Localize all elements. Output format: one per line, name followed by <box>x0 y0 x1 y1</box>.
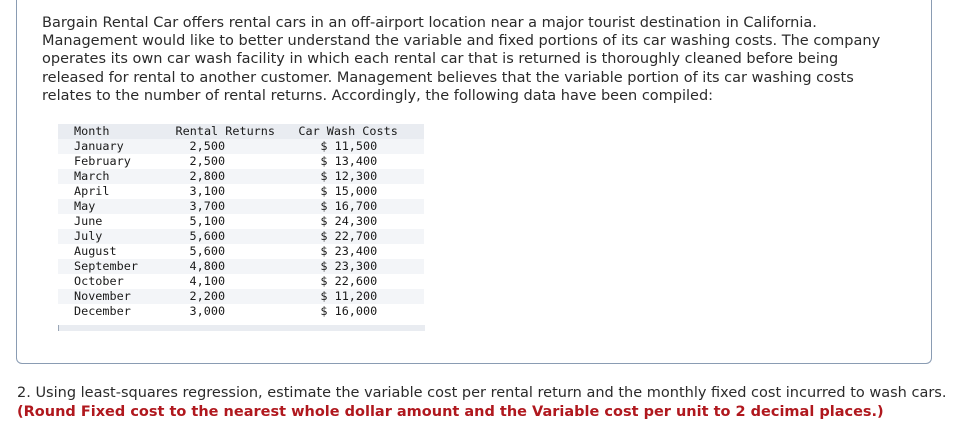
cell-month: November <box>74 289 131 303</box>
cell-car-wash-costs: $ 11,200 <box>320 289 378 303</box>
table-row <box>58 259 424 274</box>
table-header-row <box>58 124 424 139</box>
table-row <box>58 199 424 214</box>
cell-car-wash-costs: $ 13,400 <box>320 154 378 168</box>
cell-rental-returns: 5,600 <box>189 244 226 258</box>
cell-rental-returns: 3,100 <box>189 184 226 198</box>
cell-car-wash-costs: $ 22,700 <box>320 229 378 243</box>
cell-rental-returns: 3,000 <box>189 304 226 318</box>
table-row <box>58 139 424 154</box>
cell-car-wash-costs: $ 23,300 <box>320 259 378 273</box>
cell-car-wash-costs: $ 24,300 <box>320 214 378 228</box>
table-row <box>58 184 424 199</box>
cell-month: October <box>74 274 124 288</box>
table-row <box>58 169 424 184</box>
cell-rental-returns: 2,500 <box>189 139 226 153</box>
cell-month: December <box>74 304 131 318</box>
cell-rental-returns: 2,800 <box>189 169 226 183</box>
rounding-instruction: (Round Fixed cost to the nearest whole dollar amount and the Variable cost per unit to 2 decimal places.) <box>17 404 884 420</box>
table-row <box>58 274 424 289</box>
header-month: Month <box>74 124 110 138</box>
cell-month: June <box>74 214 103 228</box>
cell-month: May <box>74 199 96 213</box>
table-row <box>58 289 424 304</box>
cell-month: March <box>74 169 110 183</box>
cell-car-wash-costs: $ 22,600 <box>320 274 378 288</box>
cell-rental-returns: 5,100 <box>189 214 226 228</box>
cell-month: July <box>74 229 103 243</box>
cell-month: April <box>74 184 110 198</box>
cell-rental-returns: 5,600 <box>189 229 226 243</box>
table-row <box>58 214 424 229</box>
cell-rental-returns: 4,100 <box>189 274 226 288</box>
cell-rental-returns: 3,700 <box>189 199 226 213</box>
cell-car-wash-costs: $ 11,500 <box>320 139 378 153</box>
cell-rental-returns: 2,200 <box>189 289 226 303</box>
table-row <box>58 154 424 169</box>
table-row <box>58 244 424 259</box>
cell-car-wash-costs: $ 12,300 <box>320 169 378 183</box>
cell-month: September <box>74 259 138 273</box>
problem-intro: Bargain Rental Car offers rental cars in an off-airport location near a major tourist destination in California. Management would like to better understand the variable and fixed portions of its car washing costs. The company operates its own car wash facility in which each rental car that is returned is thoroughly cleaned before being released for rental to another customer. Management believes that the variable portion of its car washing costs relates to the number of rental returns. Accordingly, the following data have been compiled: <box>42 15 881 104</box>
cell-rental-returns: 4,800 <box>189 259 226 273</box>
header-rental-returns: Rental Returns <box>175 124 275 138</box>
header-car-wash-costs: Car Wash Costs <box>298 124 398 138</box>
table-body <box>58 139 424 319</box>
car-wash-data-table <box>58 124 424 319</box>
table-row <box>58 304 424 319</box>
cell-car-wash-costs: $ 23,400 <box>320 244 378 258</box>
table-footer-bar <box>58 325 425 331</box>
cell-rental-returns: 2,500 <box>189 154 226 168</box>
cell-month: January <box>74 139 124 153</box>
question-text <box>17 384 965 422</box>
table-row <box>58 229 424 244</box>
cell-car-wash-costs: $ 16,000 <box>320 304 378 318</box>
cell-car-wash-costs: $ 15,000 <box>320 184 378 198</box>
cell-month: February <box>74 154 131 168</box>
question-prompt: 2. Using least-squares regression, estimate the variable cost per rental return and the monthly fixed cost incurred to wash cars. <box>17 385 947 401</box>
cell-month: August <box>74 244 117 258</box>
cell-car-wash-costs: $ 16,700 <box>320 199 378 213</box>
